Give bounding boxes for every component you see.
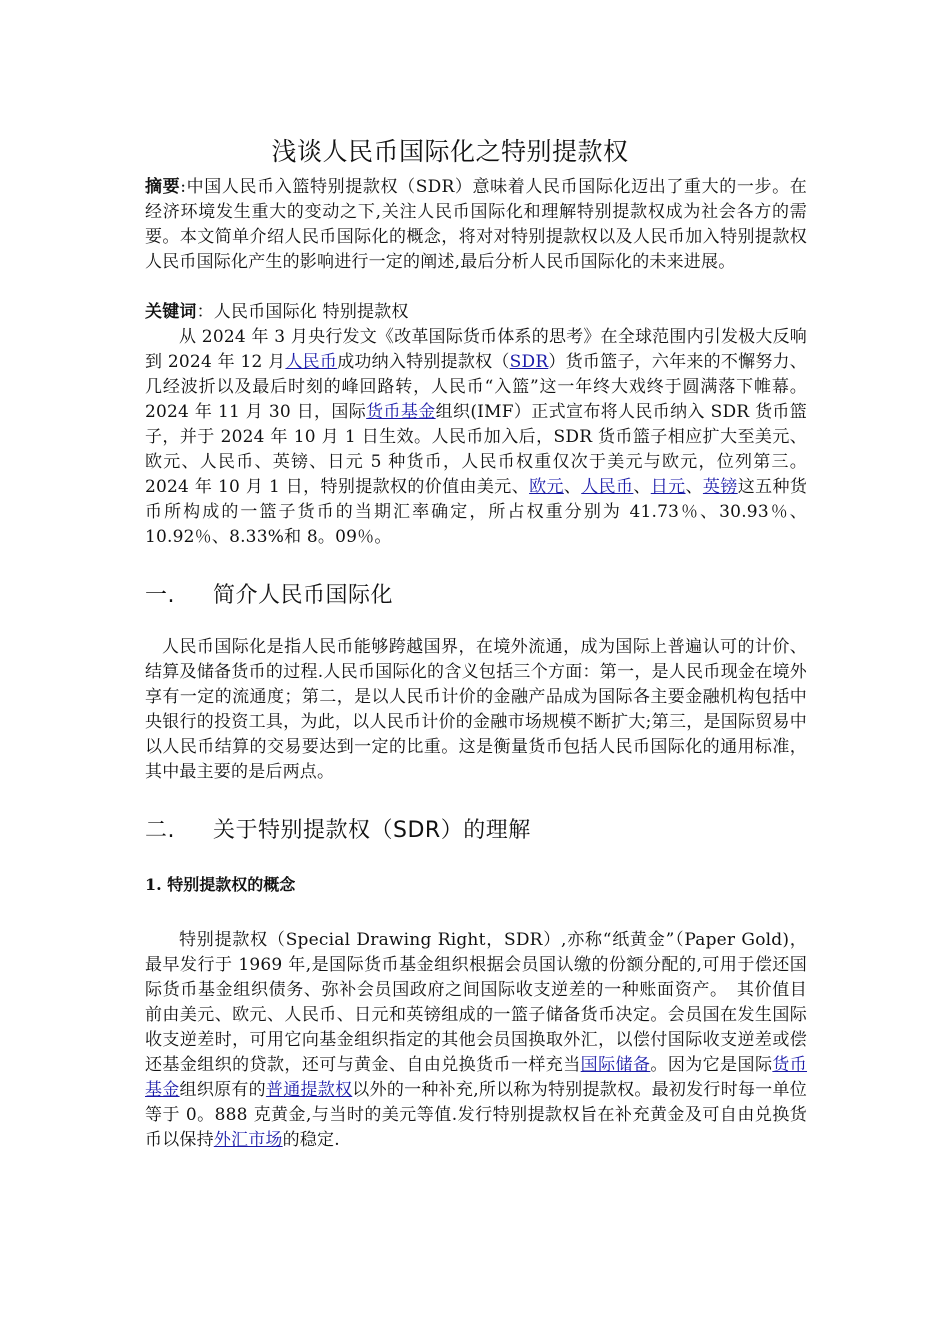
text-run: ）货币篮子，六年来的不懈努力、几经波折以及最后时刻的峰回路转，人民币“入篮”这一年终大戏终于圆满落下帷幕。2024 年 11 月 30 日，国际 — [145, 352, 808, 422]
keywords-line — [145, 300, 807, 325]
sdr-concept-paragraph — [145, 928, 807, 1153]
text-run: 特别提款权（Special Drawing Right，SDR）,亦称“纸黄金”（Paper Gold)，最早发行于 1969 年,是国际货币基金组织根据会员国认缴的份额分配的,可用于偿还国际货币基金组织债务、弥补会员国政府之间国际收支逆差的一种账面资产。 其价值目前由美元、欧元、人民币、日元和英镑组成的一篮子储备货币决定。会员国在发生国际收支逆差时，可用它向基金组织指定的其他会员国换取外汇，以偿付国际收支逆差或偿还基金组织的贷款，还可与黄金、自由兑换货币一样充当 — [145, 930, 807, 1075]
text-run: 、 — [563, 477, 582, 497]
keywords-label: 关键词 — [145, 302, 197, 322]
abstract-text: :中国人民币入篮特别提款权（SDR）意味着人民币国际化迈出了重大的一步。在经济环境发生重大的变动之下,关注人民币国际化和理解特别提款权成为社会各方的需要。本文简单介绍人民币国际化的概念，将对对特别提款权以及人民币加入特别提款权人民币国际化产生的影响进行一定的阐述,最后分析人民币国际化的未来进展。 — [145, 177, 808, 272]
link-pound[interactable]: 英镑 — [702, 477, 738, 497]
link-renminbi[interactable]: 人民币 — [285, 352, 338, 372]
link-yen[interactable]: 日元 — [650, 477, 686, 497]
document-title: 浅谈人民币国际化之特别提款权 — [271, 137, 629, 166]
text-run: 以外的一种补充,所以称为特别提款权。最初发行时每一单位等于 0。888 克黄金,与当时的美元等值.发行特别提款权旨在补充黄金及可自由兑换货币以保持 — [145, 1080, 808, 1150]
text-run: 、 — [633, 477, 651, 497]
text-run: 的稳定. — [282, 1130, 340, 1150]
abstract-paragraph — [145, 175, 807, 275]
section-number: 一. — [145, 583, 175, 608]
link-monetary-fund[interactable]: 货币基金 — [366, 402, 436, 422]
text-run: 组织(IMF）正式宣布将人民币纳入 SDR 货币篮子，并于 2024 年 10 月 1 日生效。人民币加入后，SDR 货币篮子相应扩大至美元、欧元、人民币、英镑、日元 5 种货币，人民币权重仅次于美元与欧元，位列第三。2024 年 10 月 1 日，特别提款权的价值由美元、 — [145, 402, 807, 497]
link-euro[interactable]: 欧元 — [529, 477, 564, 497]
section1-paragraph: 人民币国际化是指人民币能够跨越国界，在境外流通，成为国际上普遍认可的计价、结算及储备货币的过程.人民币国际化的含义包括三个方面：第一，是人民币现金在境外享有一定的流通度；第二，是以人民币计价的金融产品成为国际各主要金融机构包括中央银行的投资工具，为此，以人民币计价的金融市场规模不断扩大;第三，是国际贸易中以人民币结算的交易要达到一定的比重。这是衡量货币包括人民币国际化的通用标准，其中最主要的是后两点。 — [145, 637, 807, 782]
link-international-reserve[interactable]: 国际储备 — [580, 1055, 651, 1075]
text-run: 这五种货币所构成的一篮子货币的当期汇率确定，所占权重分别为 41.73％、30.93％、10.92％、8.33%和 8。09％。 — [145, 477, 808, 547]
link-ordinary-drawing-right[interactable]: 普通提款权 — [265, 1080, 353, 1100]
text-run: 成功纳入特别提款权（ — [337, 352, 510, 372]
section-heading-1 — [145, 578, 393, 609]
text-run: 从 2024 年 3 月央行发文《改革国际货币体系的思考》在全球范围内引发极大反响到 2024 年 12 月 — [145, 327, 807, 372]
text-run: 组织原有的 — [179, 1080, 266, 1100]
section-title: 关于特别提款权（SDR）的理解 — [213, 818, 531, 843]
text-run: 、 — [685, 477, 703, 497]
text-run: 。因为它是国际 — [650, 1055, 773, 1075]
subsection-heading: 1. 特别提款权的概念 — [145, 875, 296, 894]
intro-paragraph — [145, 325, 807, 550]
section-number: 二. — [145, 818, 175, 843]
keywords-text: ：人民币国际化 特别提款权 — [196, 302, 409, 322]
link-sdr[interactable]: SDR — [509, 352, 549, 372]
link-forex-market[interactable]: 外汇市场 — [213, 1130, 283, 1150]
section-heading-2 — [145, 813, 531, 844]
link-renminbi-2[interactable]: 人民币 — [581, 477, 634, 497]
section-title: 简介人民币国际化 — [213, 583, 394, 608]
abstract-label: 摘要 — [145, 177, 181, 197]
link-monetary-fund-2[interactable]: 货币基金 — [145, 1055, 808, 1100]
